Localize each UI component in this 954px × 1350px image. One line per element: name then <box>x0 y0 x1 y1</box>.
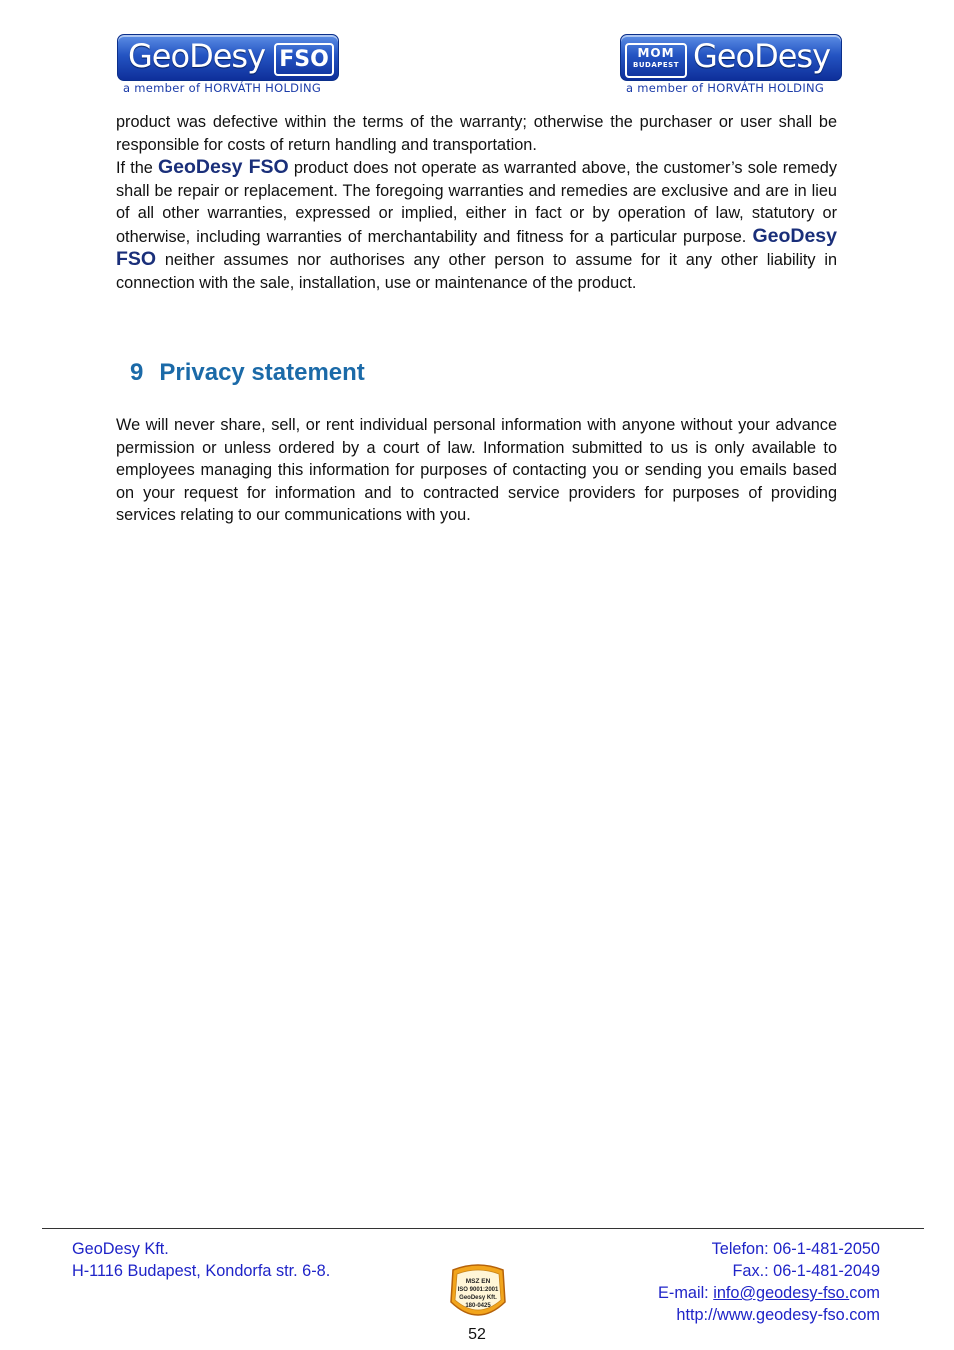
text: neither assumes nor authorises any other person to assume for it any other liability in connection with the sale, installation, use or maintenance of the product. <box>116 251 838 292</box>
badge-line: MSZ EN <box>465 1278 491 1285</box>
logo-word: GeoDesy <box>128 37 265 75</box>
mom-text: MOM <box>637 46 675 60</box>
company-name: GeoDesy Kft. <box>72 1240 169 1258</box>
logo-word: GeoDesy <box>693 37 830 75</box>
logo-badge <box>117 34 339 81</box>
brand-name: GeoDesy FSO <box>116 224 837 270</box>
brand-name: GeoDesy FSO <box>157 156 289 178</box>
section-heading <box>130 358 365 388</box>
privacy-paragraph: We will never share, sell, or rent individual personal information with anyone without your advance permission or unless ordered by a court of law. Information submitted to us is only available to employees managing this information for purposes of contacting you or sending you emails based on your request for information and to contracted service providers for purposes of providing services relating to our communications with you. <box>116 416 837 524</box>
company-address: H-1116 Budapest, Kondorfa str. 6-8. <box>72 1262 331 1280</box>
badge-line: ISO 9001:2001 <box>457 1287 499 1293</box>
footer-contact-info <box>658 1238 880 1326</box>
iso-certification-badge-icon <box>447 1262 509 1324</box>
geodesy-fso-logo <box>117 34 339 96</box>
email-tail: com <box>849 1284 880 1302</box>
warranty-paragraph-1: product was defective within the terms of the warranty; otherwise the purchaser or user shall be responsible for costs of return handling and transportation. <box>116 113 837 154</box>
warranty-paragraph-2 <box>116 156 837 294</box>
email-line <box>658 1282 880 1304</box>
email-link[interactable]: info@geodesy-fso. <box>713 1284 850 1302</box>
section-title: Privacy statement <box>159 359 365 386</box>
mom-geodesy-logo <box>620 34 842 96</box>
email-label: E-mail: <box>658 1284 714 1302</box>
text: product does not operate as warranted above, the customer’s sole remedy shall be repair or replacement. The foregoing warranties and remedies are exclusive and are in lieu of all other warranties, expressed or implied, either in fact or by operation of law, statutory or otherwise, including warranties of merchantability and fitness for a particular purpose. <box>116 159 837 246</box>
website-link[interactable]: http://www.geodesy-fso.com <box>676 1306 880 1324</box>
footer-company-info <box>72 1238 330 1282</box>
budapest-text: BUDAPEST <box>633 61 679 69</box>
logo-tag: FSO <box>274 43 334 76</box>
footer-divider <box>42 1228 924 1229</box>
warranty-text <box>116 111 837 294</box>
page-number: 52 <box>468 1326 486 1343</box>
member-text: a member of HORVÁTH HOLDING <box>123 81 322 95</box>
badge-line: GeoDesy Kft. <box>459 1295 497 1301</box>
mom-budapest-tag <box>625 43 687 78</box>
badge-line: 180-0425 <box>465 1303 491 1309</box>
text: If the <box>116 159 153 177</box>
logo-badge <box>620 34 842 81</box>
fax-number: Fax.: 06-1-481-2049 <box>732 1262 880 1280</box>
phone-number: Telefon: 06-1-481-2050 <box>711 1240 880 1258</box>
section-number: 9 <box>130 359 144 386</box>
member-text: a member of HORVÁTH HOLDING <box>626 81 825 95</box>
